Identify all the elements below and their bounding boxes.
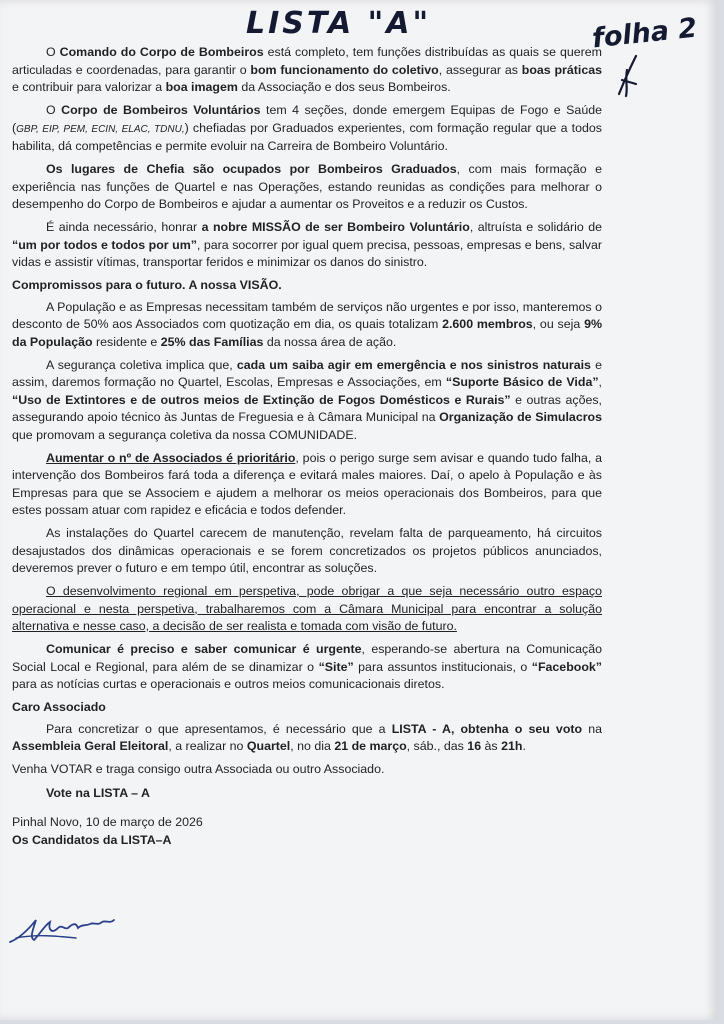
text-run: O <box>46 103 62 117</box>
text-run: 21h <box>501 739 523 753</box>
paragraph-associados <box>12 450 602 520</box>
text-run: da Associação e dos seus Bombeiros. <box>237 80 451 94</box>
text-run: e outras ações, assegurando apoio técnico às Juntas de Freguesia e à Câmara Municipal na <box>12 392 602 424</box>
text-run: 16 <box>467 739 482 753</box>
text-run: Compromissos para o futuro. A nossa VISÃO. <box>12 278 282 292</box>
text-run: “Facebook” <box>531 659 602 674</box>
text-run: 21 de março <box>334 739 407 753</box>
text-run: tem 4 seções, donde emergem Equipas de Fogo e Saúde ( <box>12 103 603 135</box>
handwritten-initial-mark <box>616 54 642 98</box>
handwritten-title: LISTA "A" <box>246 6 432 41</box>
text-run: boas práticas <box>521 62 602 77</box>
text-run: cada um saiba agir em emergência e nos sinistros naturais <box>236 357 591 372</box>
candidates-line: Os Candidatos da LISTA–A <box>12 832 172 847</box>
text-run: LISTA - A, obtenha o seu voto <box>391 721 583 736</box>
text-run: A População e as Empresas necessitam também de serviços não urgentes e por isso, manteremos o desconto de 50% aos Associados com quotização em dia, os quais totalizam <box>12 299 602 331</box>
text-run: Aumentar o nº de Associados é prioritário <box>46 450 296 465</box>
paragraph-populacao <box>12 299 602 352</box>
paragraph-chefia <box>12 161 602 214</box>
paragraph-seguranca <box>12 357 602 445</box>
paragraph-comunicar <box>12 641 602 694</box>
text-run: As instalações do Quartel carecem de manutenção, revelam falta de parqueamento, há circuitos desajustados dos dinâmicas operacionais e se forem concretizados os projetos públicos anunciados, deveremos prever o futuro e em tempo útil, encontrar as soluções. <box>12 526 602 575</box>
handwritten-signature <box>6 908 126 952</box>
text-run: O <box>46 45 60 59</box>
text-run: , altruísta e solidário de <box>469 220 602 234</box>
text-run: Corpo de Bombeiros Voluntários <box>61 103 261 117</box>
text-run: está completo, tem funções distribuídas as quais se querem articuladas e coordenadas, para garantir o <box>12 45 603 77</box>
text-run: e contribuir para valorizar a <box>12 80 166 94</box>
paragraph-desenvolvimento <box>12 583 602 636</box>
paragraph-voto <box>12 721 602 756</box>
text-run: “Site” <box>318 659 354 674</box>
text-run: 9% da População <box>12 317 602 349</box>
paragraph-comando <box>12 44 602 97</box>
document-body <box>12 44 602 855</box>
text-run: e assim, daremos formação no Quartel, Escolas, Empresas e Associações, em <box>12 357 602 389</box>
text-run: na <box>582 721 602 736</box>
date-place: Pinhal Novo, 10 de março de 2026 <box>12 815 203 829</box>
text-run: 25% das Famílias <box>160 334 264 349</box>
text-run: ) chefiadas por Graduados experientes, com formação regular que a todos habilita, dá competências e permite evoluir na Carreira de Bombeiro Voluntário. <box>12 120 602 153</box>
text-run: Assembleia Geral Eleitoral <box>12 739 169 753</box>
paragraph-corpo-bombeiros <box>12 102 602 156</box>
text-run: “um por todos e todos por um” <box>12 237 197 252</box>
handwritten-sheet-number: folha 2 <box>590 12 699 55</box>
text-run: , com mais formação e experiência nas funções de Quartel e nas Operações, estando reunidas as condições para melhorar o desempenho do Corpo de Bombeiros e ajudar a aumentar os Proveitos e a reduzir os Custos. <box>12 162 602 211</box>
text-run: Comando do Corpo de Bombeiros <box>59 45 264 59</box>
text-run: , para socorrer por igual quem precisa, pessoas, empresas e bens, salvar vidas e assistir vítimas, transportar feridos e minimizar os danos do sinistro. <box>12 237 602 269</box>
text-run: , ou seja <box>532 317 585 331</box>
text-run: Para concretizar o que apresentamos, é necessário que a <box>46 721 392 736</box>
text-run: Organização de Simulacros <box>439 410 602 424</box>
text-run: bom funcionamento do coletivo <box>250 62 439 77</box>
text-run: a nobre MISSÃO de ser Bombeiro Voluntário <box>201 220 470 234</box>
text-run: GBP, EIP, PEM, ECIN, ELAC, TDNU, <box>16 123 185 135</box>
section-heading-caro-associado <box>12 699 602 717</box>
text-run: Os lugares de Chefia são ocupados por Bombeiros Graduados <box>46 162 457 176</box>
text-run: , no dia <box>290 739 335 753</box>
paragraph-missao <box>12 219 602 272</box>
text-run: É ainda necessário, honrar <box>46 220 202 234</box>
text-run: “Uso de Extintores e de outros meios de Extinção de Fogos Domésticos e Rurais” <box>12 392 511 407</box>
text-run: “Suporte Básico de Vida” <box>445 375 599 389</box>
text-run: 2.600 membros <box>442 317 533 331</box>
text-run: . <box>522 739 526 753</box>
text-run: boa imagem <box>165 80 238 94</box>
text-run: A segurança coletiva implica que, <box>46 357 237 372</box>
text-run: Comunicar é preciso e saber comunicar é urgente <box>46 642 362 656</box>
text-run: às <box>481 739 502 753</box>
text-run: que promovam a segurança coletiva da nossa COMUNIDADE. <box>12 427 358 442</box>
text-run: , pois o perigo surge sem avisar e quando tudo falha, a intervenção dos Bombeiros fará toda a diferença e evitará males maiores. Daí, o apelo à População e às Empresas para que se Associem e ajudem a melhorar os meios operacionais dos Bombeiros, para que estes possam atuar com rapidez e eficácia e todos defender. <box>12 450 602 517</box>
text-run: , assegurar as <box>438 62 522 77</box>
paragraph-instalacoes <box>12 525 602 578</box>
vote-call: Vote na LISTA – A <box>46 785 150 800</box>
text-run: Caro Associado <box>12 700 106 714</box>
text-run: Quartel <box>246 739 291 753</box>
paragraph-venha-votar <box>12 761 602 779</box>
text-run: para as notícias curtas e operacionais e outros meios comunicacionais diretos. <box>12 677 445 691</box>
text-run: , <box>598 375 602 389</box>
text-run: , a realizar no <box>168 739 247 753</box>
text-run: , esperando-se abertura na Comunicação Social Local e Regional, para além de se dinamizar o <box>12 642 602 674</box>
text-run: , sáb., das <box>406 739 468 753</box>
text-run: Venha VOTAR e traga consigo outra Associada ou outro Associado. <box>12 762 385 776</box>
text-run: O desenvolvimento regional em perspetiva, pode obrigar a que seja necessário outro espaço operacional e nesta perspetiva, trabalharemos com a Câmara Municipal para encontrar a solução alternativa e nesse caso, a decisão de ser realista e tomada com visão de futuro. <box>12 584 602 633</box>
text-run: residente e <box>92 334 161 349</box>
text-run: para assuntos institucionais, o <box>353 659 532 674</box>
section-heading-visao <box>12 277 602 295</box>
text-run: da nossa área de ação. <box>263 334 397 349</box>
